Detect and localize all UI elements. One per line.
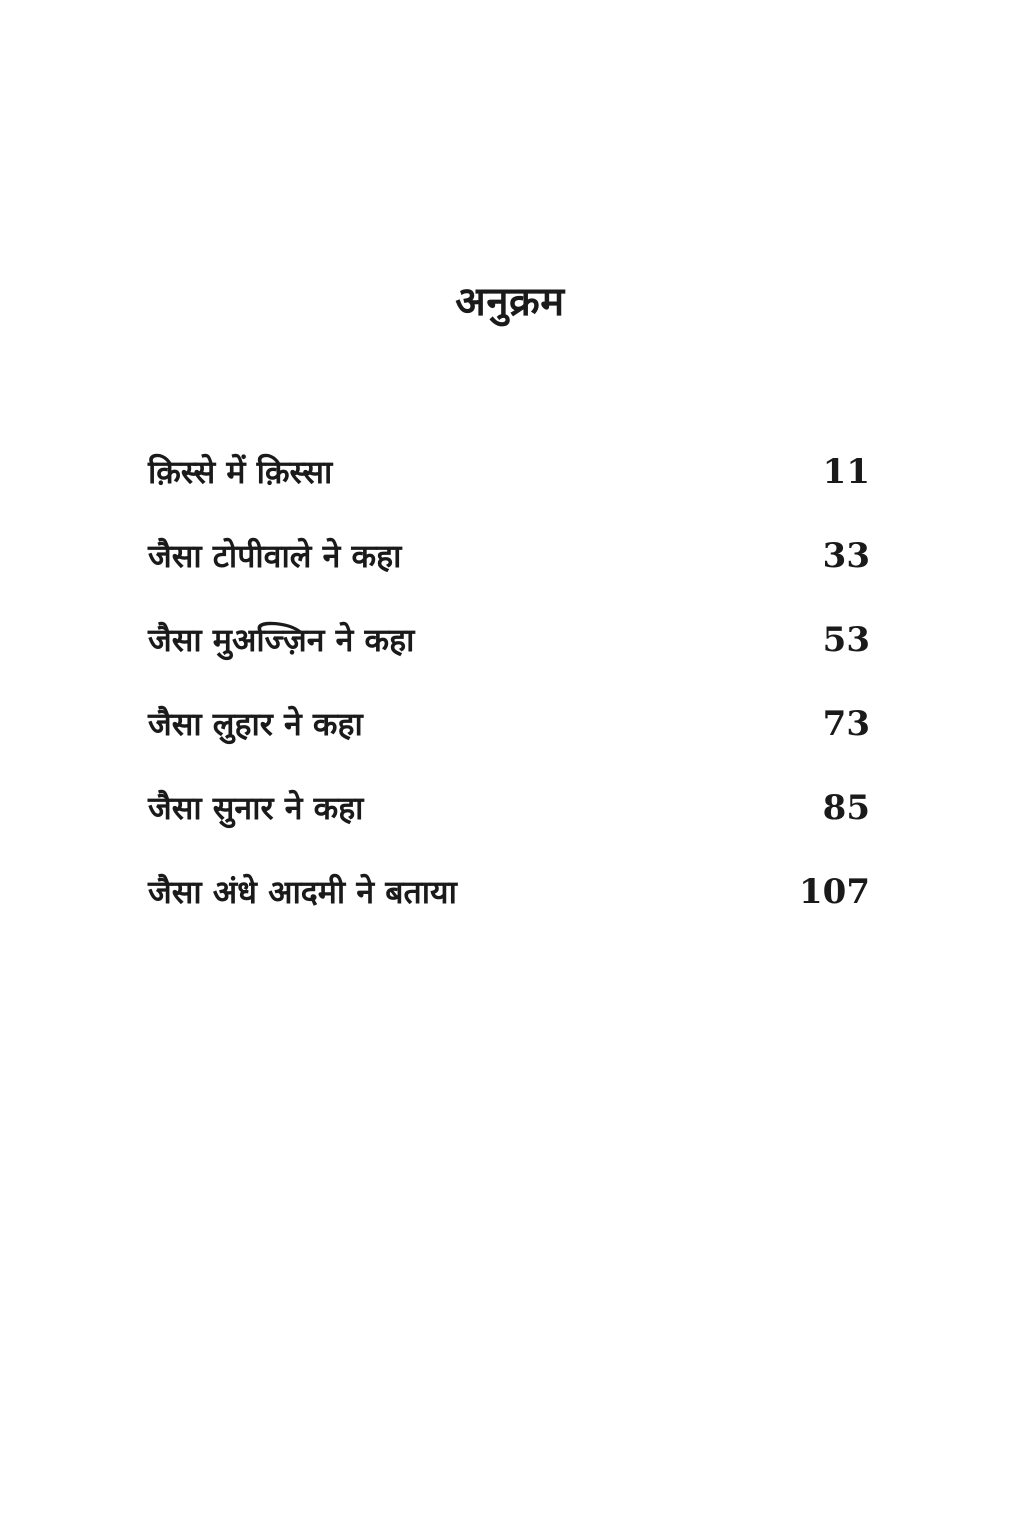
toc-entry <box>148 696 870 780</box>
toc-entry-title: जैसा लुहार ने कहा <box>148 705 363 743</box>
page-title: अनुक्रम <box>455 279 565 325</box>
toc-entry-title: जैसा मुअज्ज़िन ने कहा <box>148 621 415 659</box>
toc-entry-page-number: 85 <box>822 788 870 828</box>
toc-entry-title: जैसा सुनार ने कहा <box>148 789 364 827</box>
toc-entry-page-number: 33 <box>822 536 870 576</box>
toc-entry-title: जैसा टोपीवाले ने कहा <box>148 537 402 575</box>
toc-entry <box>148 444 870 528</box>
toc-entry <box>148 528 870 612</box>
toc-entry <box>148 780 870 864</box>
toc-entry-page-number: 107 <box>799 872 870 912</box>
toc-entry <box>148 864 870 948</box>
toc-entry-page-number: 11 <box>822 452 870 492</box>
toc-entry-page-number: 53 <box>822 620 870 660</box>
toc-entry-page-number: 73 <box>822 704 870 744</box>
table-of-contents <box>148 444 870 948</box>
toc-entry <box>148 612 870 696</box>
toc-entry-title: जैसा अंधे आदमी ने बताया <box>148 873 457 911</box>
toc-entry-title: क़िस्से में क़िस्सा <box>148 453 333 491</box>
